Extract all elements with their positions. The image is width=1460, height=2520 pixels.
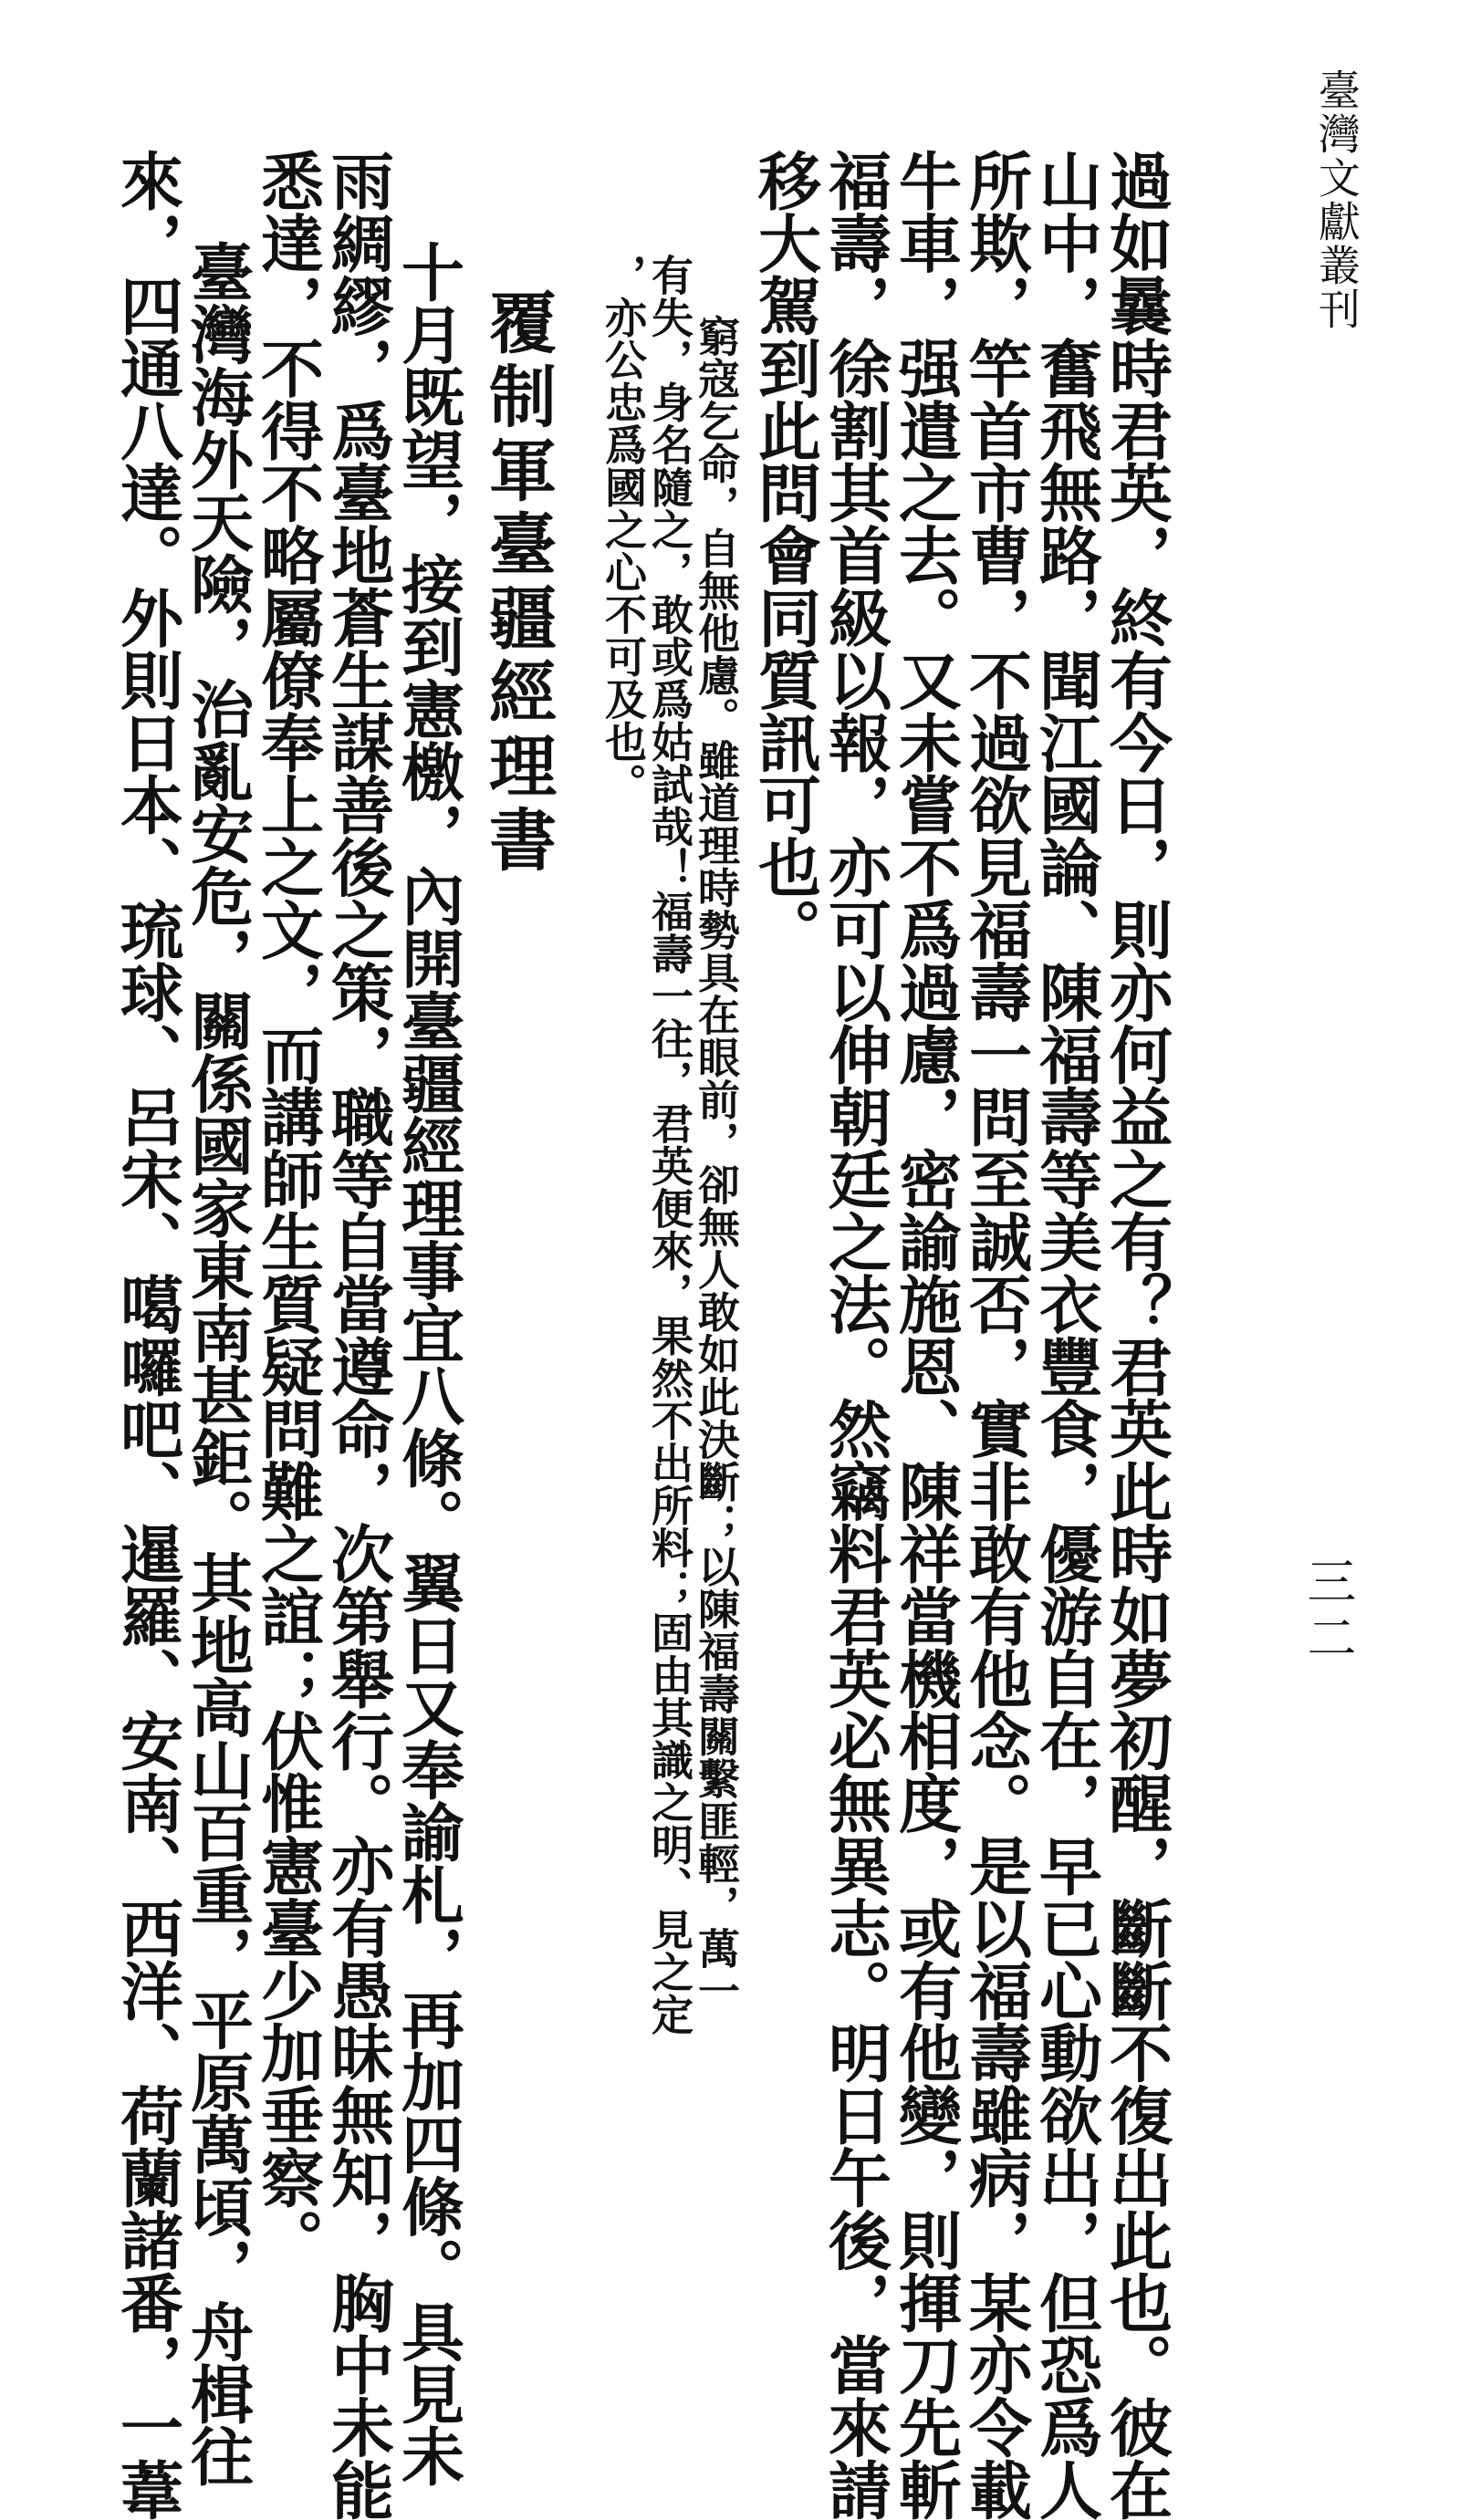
letter2-body-column-5: 來，四通八達。外則日本、琉球、呂宋、噶囉吧、暹羅、安南、西洋、荷蘭諸番，一葦: [110, 149, 183, 2520]
letter2-body-column-3: 悉達，不得不略屬僚奉上之文，而講師生質疑問難之誼；伏惟憲臺少加垂察。: [250, 149, 324, 2271]
page-number: 三二: [1299, 1556, 1357, 1669]
letter1-note-column-3: ，亦公忠爲國之心不可及也。: [599, 254, 648, 806]
letter1-body-column-6: 移大駕到此問會同質訊可也。: [747, 149, 821, 961]
running-header: 臺灣文獻叢刊: [1312, 68, 1361, 331]
letter1-body-column-4: 牛車，强遣之去。又未嘗不爲過慮，密諭施恩、陳祥當機相度，或有他變，則揮刀先斬: [888, 149, 962, 2520]
letter2-body-column-2: 雨綢繆，爲臺地蒼生謀善後之策，職等自當遵命，次第舉行。亦有愚昧無知，胸中未能: [320, 149, 394, 2520]
letter1-note-column-2: 有失，身名隨之，敢或爲姑試哉！福壽一往，君英便來，果然不出所料；固由其識之明、見之定: [645, 254, 694, 2036]
letter2-title: 覆制軍臺疆經理書: [478, 287, 557, 879]
letter2-body-column-4: 臺灣海外天險，治亂安危，關係國家東南甚鉅。其地高山百重，平原萬頃，舟楫往: [180, 240, 254, 2487]
letter2-body-column-1: 十月既望，接到憲檄，內開臺疆經理事宜八條。翼日又奉諭札，再加四條。具見未: [391, 240, 464, 2487]
letter1-body-column-1: 過如曩時君英，終有今日，則亦何益之有？君英此時如夢初醒，斷斷不復出此也。彼在: [1099, 149, 1173, 2520]
letter1-note-column-1: 窮寇乞命，自無他慮。雖道理時勢具在眼前，卻無人敢如此決斷；以陳福壽關繫匪輕，萬一: [692, 315, 741, 2012]
letter1-body-column-5: 福壽，徐割其首級以報，亦可以伸朝廷之法。然竊料君英必無異志。明日午後，當來請: [818, 149, 892, 2520]
letter1-body-column-3: 所欺，竿首市曹，不過欲見福壽一問至誠否，實非敢有他念。是以福壽雖病，某亦令載: [958, 149, 1032, 2520]
letter1-body-column-2: 山中，奮飛無路，聞江國論、陳福壽等美衣豐食，優游自在，早已心動欲出，但恐爲人: [1028, 149, 1102, 2520]
